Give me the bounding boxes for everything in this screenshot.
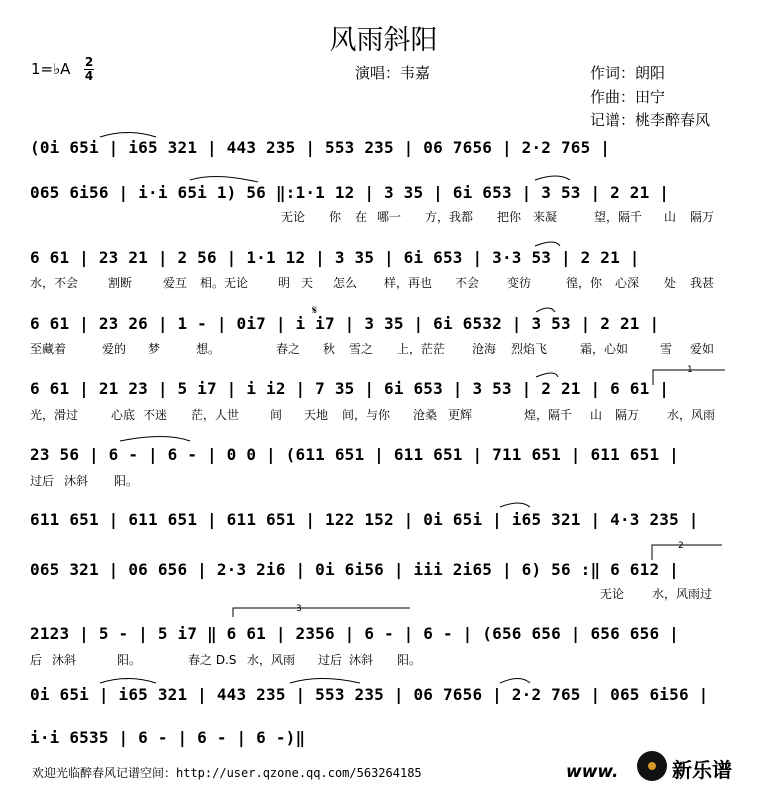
lyric-word: 过后	[318, 653, 343, 667]
lyric-word: 水，风雨	[667, 408, 716, 422]
lyric-word: 哪一	[377, 210, 402, 224]
lyric-word: 后	[30, 653, 43, 667]
footer-link[interactable]: 欢迎光临醉春风记谱空间：http://user.qzone.qq.com/563264185	[32, 766, 422, 780]
lyric-word: 山	[590, 408, 603, 422]
staff-row-9: 2123 | 5 - | 5 i7 ‖ 6 61 | 2356 | 6 - | 6 - | (656 656 | 656 656 |	[30, 624, 679, 643]
lyric-word: 煌，隔千	[524, 408, 573, 422]
time-sig-top: 2	[84, 55, 94, 69]
lyric-word: 隔万	[690, 210, 715, 224]
triplet-bracket	[233, 604, 410, 617]
staff-row-3: 6 61 | 23 21 | 2 56 | 1·1 12 | 3 35 | 6i 653 | 3·3 53 | 2 21 |	[30, 248, 640, 267]
lyric-word: 我甚	[690, 276, 715, 290]
lyric-word: 春之	[276, 342, 301, 356]
lyric-word: 春之 D.S	[188, 653, 237, 667]
lyric-word: 不会	[455, 276, 480, 290]
staff-row-10: 0i 65i | i65 321 | 443 235 | 553 235 | 06 7656 | 2·2 765 | 065 6i56 |	[30, 685, 709, 704]
lyric-word: 割断	[108, 276, 133, 290]
staff-row-1: (0i 65i | i65 321 | 443 235 | 553 235 | 06 7656 | 2·2 765 |	[30, 138, 611, 157]
triplet-label: 3	[296, 604, 302, 614]
lyric-word: 明	[278, 276, 291, 290]
lyric-word: 梦	[148, 342, 161, 356]
lyric-word: 变彷	[507, 276, 532, 290]
lyricist-credit: 作词：朗阳	[590, 64, 666, 82]
lyric-word: 你	[329, 210, 342, 224]
lyric-word: 光，滑过	[30, 408, 79, 422]
watermark-text: www.	[566, 762, 619, 782]
volta-first-bracket	[653, 365, 725, 385]
staff-row-11: i·i 6535 | 6 - | 6 - | 6 -)‖	[30, 728, 306, 747]
lyric-word: 阳。	[397, 653, 422, 667]
lyric-word: 心底	[111, 408, 136, 422]
lyric-word: 想。	[196, 342, 221, 356]
volta-first-label: 1	[687, 365, 693, 375]
page-title: 风雨斜阳	[329, 25, 438, 56]
lyric-word: 烈焰飞	[511, 342, 548, 356]
lyric-word: 天地	[304, 408, 329, 422]
lyric-word: 茫，人世	[191, 408, 240, 422]
volta-second-bracket	[652, 541, 722, 560]
lyric-word: 上，茫茫	[397, 342, 446, 356]
vinyl-record-icon	[637, 751, 667, 781]
key-signature: 1=♭A	[31, 60, 71, 78]
lyric-word: 阳。	[117, 653, 142, 667]
staff-row-6: 23 56 | 6 - | 6 - | 0 0 | (611 651 | 611 651 | 711 651 | 611 651 |	[30, 445, 679, 464]
composer-credit: 作曲：田宁	[590, 88, 666, 106]
lyric-word: 间，与你	[342, 408, 391, 422]
lyric-word: 样，再也	[384, 276, 433, 290]
lyric-word: 雪	[660, 342, 673, 356]
time-sig-bottom: 4	[84, 69, 94, 83]
lyric-word: 沐斜	[64, 474, 89, 488]
lyric-word: 心深	[615, 276, 640, 290]
staff-row-7: 611 651 | 611 651 | 611 651 | 122 152 | 0i 65i | i65 321 | 4·3 235 |	[30, 510, 699, 529]
transcriber-credit: 记谱：桃李醉春风	[590, 111, 711, 129]
lyric-word: 隔万	[615, 408, 640, 422]
lyric-word: 间	[270, 408, 283, 422]
lyric-word: 沐斜	[349, 653, 374, 667]
slur-marks	[100, 133, 573, 684]
lyric-word: 怎么	[333, 276, 358, 290]
segno-sign: 𝄋	[312, 303, 318, 317]
lyric-word: 望，隔千	[594, 210, 643, 224]
lyric-word: 水，风雨	[247, 653, 296, 667]
lyric-word: 无论	[600, 587, 625, 601]
lyric-word: 至藏着	[30, 342, 67, 356]
lyric-word: 爱互	[163, 276, 188, 290]
lyric-word: 过后	[30, 474, 55, 488]
lyric-word: 水，不会	[30, 276, 79, 290]
lyric-word: 在	[355, 210, 368, 224]
lyric-word: 徨，你	[566, 276, 603, 290]
staff-row-8: 065 321 | 06 656 | 2·3 2i6 | 0i 6i56 | iii 2i65 | 6) 56 :‖ 6 612 |	[30, 560, 679, 579]
lyric-word: 沐斜	[52, 653, 77, 667]
staff-row-5: 6 61 | 21 23 | 5 i7 | i i2 | 7 35 | 6i 653 | 3 53 | 2 21 | 6 61 |	[30, 379, 670, 398]
lyric-word: 阳。	[114, 474, 139, 488]
lyric-word: 山	[664, 210, 677, 224]
lyric-word: 无论	[281, 210, 306, 224]
lyric-word: 霜，心如	[580, 342, 629, 356]
staff-row-4: 6 61 | 23 26 | 1 - | 0i7 | i i7 | 3 35 | 6i 6532 | 3 53 | 2 21 |	[30, 314, 660, 333]
lyric-word: 爱的	[102, 342, 127, 356]
lyric-word: 处	[664, 276, 677, 290]
lyric-word: 爱如	[690, 342, 715, 356]
lyric-word: 水，风雨过	[652, 587, 713, 601]
lyric-word: 秋	[323, 342, 336, 356]
lyric-word: 不迷	[143, 408, 168, 422]
brand-logo-text: 新乐谱	[672, 758, 732, 782]
lyric-word: 沧海	[472, 342, 497, 356]
lyric-word: 天	[301, 276, 314, 290]
lyric-word: 沧桑	[413, 408, 438, 422]
lyric-word: 相。无论	[200, 276, 249, 290]
staff-row-2: 065 6i56 | i·i 65i 1) 56 ‖:1·1 12 | 3 35 | 6i 653 | 3 53 | 2 21 |	[30, 183, 670, 202]
singer-credit: 演唱：韦嘉	[355, 64, 431, 82]
volta-second-label: 2	[678, 541, 684, 551]
lyric-word: 来凝	[533, 210, 558, 224]
lyric-word: 雪之	[349, 342, 374, 356]
lyric-word: 更辉	[448, 408, 473, 422]
lyric-word: 把你	[497, 210, 522, 224]
lyric-word: 方，我都	[425, 210, 474, 224]
